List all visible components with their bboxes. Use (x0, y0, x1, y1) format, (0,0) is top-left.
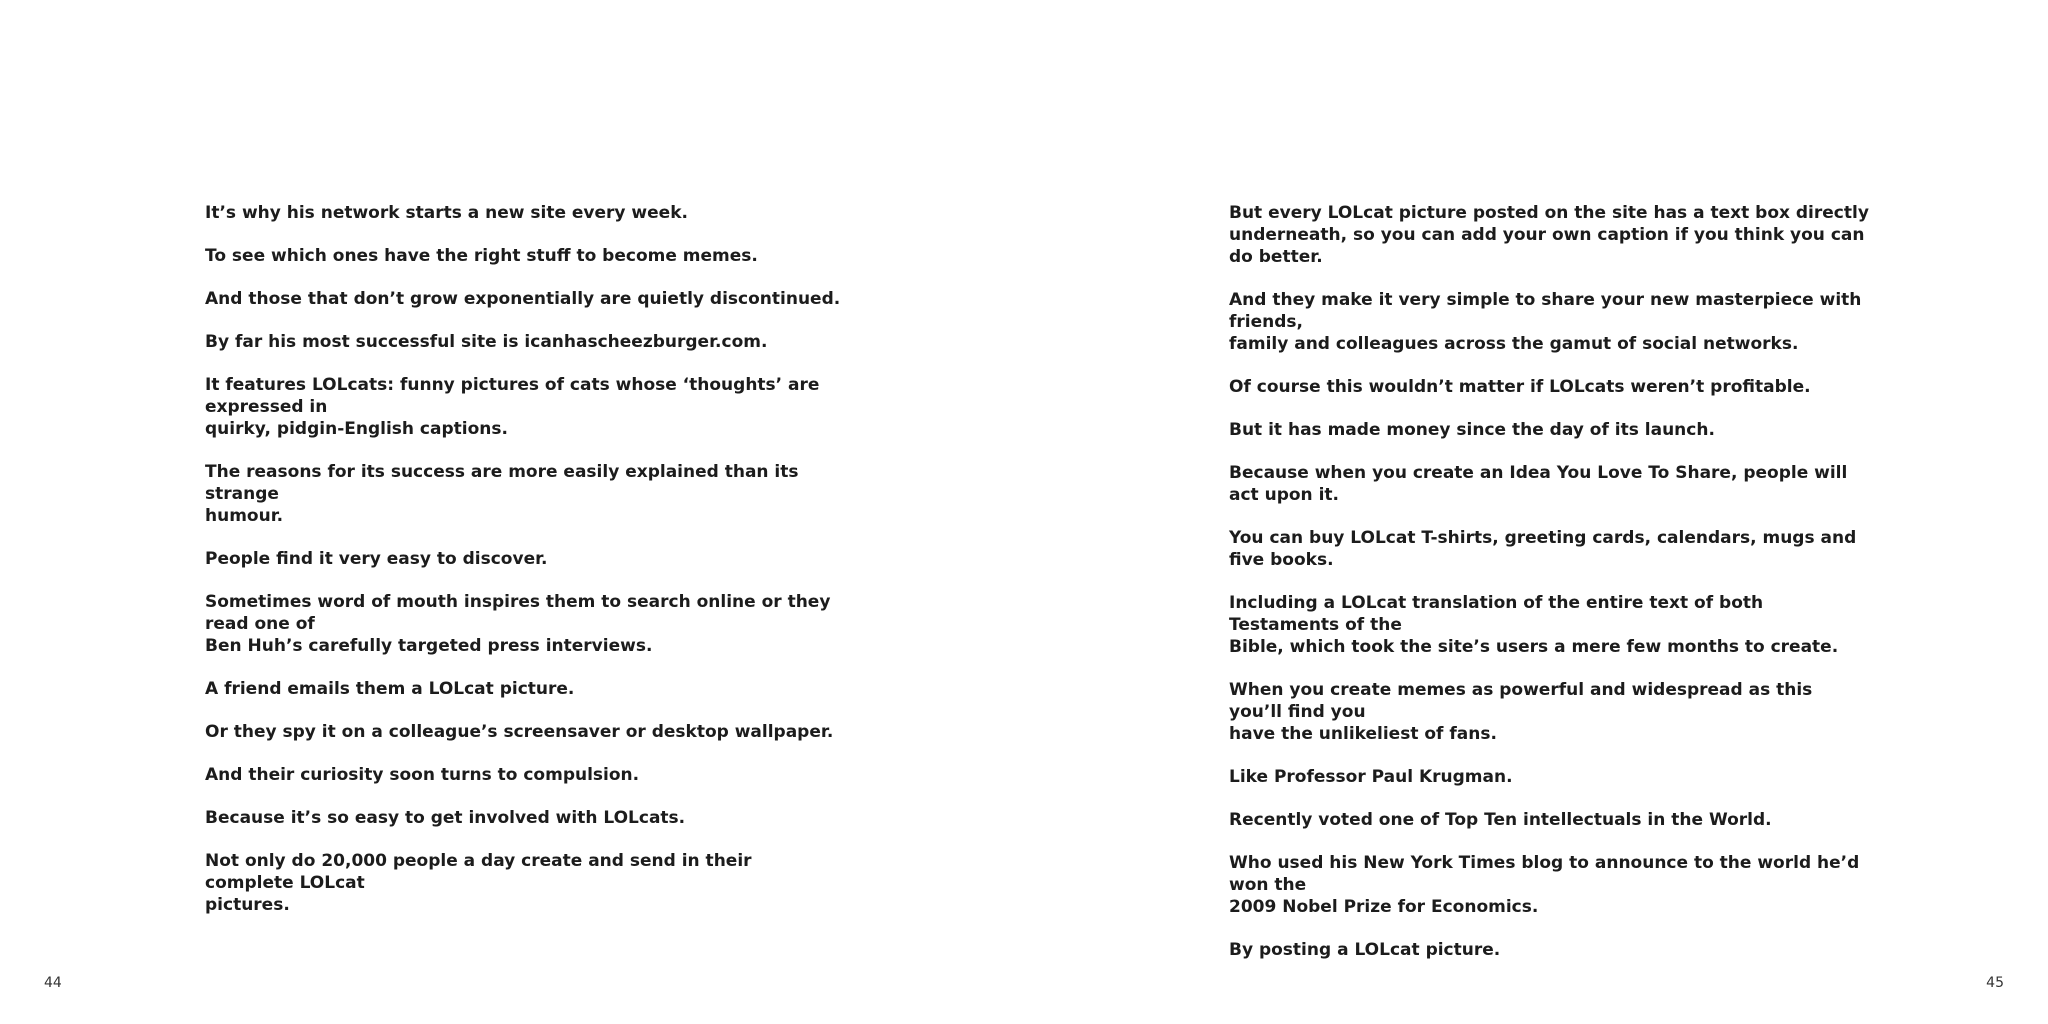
paragraph: By posting a LOLcat picture. (1229, 940, 1501, 960)
paragraph: Not only do 20,000 people a day create and send in their complete LOLcat pictures. (205, 851, 752, 915)
page-number-left: 44 (44, 975, 62, 991)
paragraph: Sometimes word of mouth inspires them to search online or they read one of Ben Huh’s carefully targeted press interviews. (205, 592, 831, 656)
paragraph: Or they spy it on a colleague’s screensaver or desktop wallpaper. (205, 722, 834, 742)
paragraph: You can buy LOLcat T-shirts, greeting cards, calendars, mugs and five books. (1229, 528, 1857, 570)
paragraph: And those that don’t grow exponentially are quietly discontinued. (205, 289, 841, 309)
paragraph: It’s why his network starts a new site every week. (205, 203, 688, 223)
paragraph: It features LOLcats: funny pictures of cats whose ‘thoughts’ are expressed in quirky, pidgin-English captions. (205, 375, 820, 439)
page-number-right: 45 (1986, 975, 2004, 991)
right-text-column (1229, 202, 1869, 982)
paragraph: Including a LOLcat translation of the entire text of both Testaments of the Bible, which took the site’s users a mere few months to create. (1229, 593, 1839, 657)
paragraph: By far his most successful site is icanhascheezburger.com. (205, 332, 768, 352)
paragraph: But every LOLcat picture posted on the site has a text box directly underneath, so you can add your own caption if you think you can do better. (1229, 203, 1869, 267)
paragraph: Of course this wouldn’t matter if LOLcats weren’t profitable. (1229, 377, 1811, 397)
paragraph: When you create memes as powerful and widespread as this you’ll find you have the unlikeliest of fans. (1229, 680, 1813, 744)
paragraph: Like Professor Paul Krugman. (1229, 767, 1513, 787)
paragraph: And their curiosity soon turns to compulsion. (205, 765, 640, 785)
paragraph: People find it very easy to discover. (205, 549, 548, 569)
paragraph: Who used his New York Times blog to announce to the world he’d won the 2009 Nobel Prize for Economics. (1229, 853, 1860, 917)
paragraph: Because it’s so easy to get involved with LOLcats. (205, 808, 686, 828)
left-text-column (205, 202, 845, 937)
paragraph: The reasons for its success are more easily explained than its strange humour. (205, 462, 799, 526)
paragraph: Recently voted one of Top Ten intellectuals in the World. (1229, 810, 1772, 830)
paragraph: But it has made money since the day of its launch. (1229, 420, 1715, 440)
paragraph: To see which ones have the right stuff to become memes. (205, 246, 758, 266)
paragraph: And they make it very simple to share your new masterpiece with friends, family and colleagues across the gamut of social networks. (1229, 290, 1862, 354)
paragraph: Because when you create an Idea You Love To Share, people will act upon it. (1229, 463, 1848, 505)
paragraph: A friend emails them a LOLcat picture. (205, 679, 575, 699)
right-page (1024, 0, 2048, 1024)
